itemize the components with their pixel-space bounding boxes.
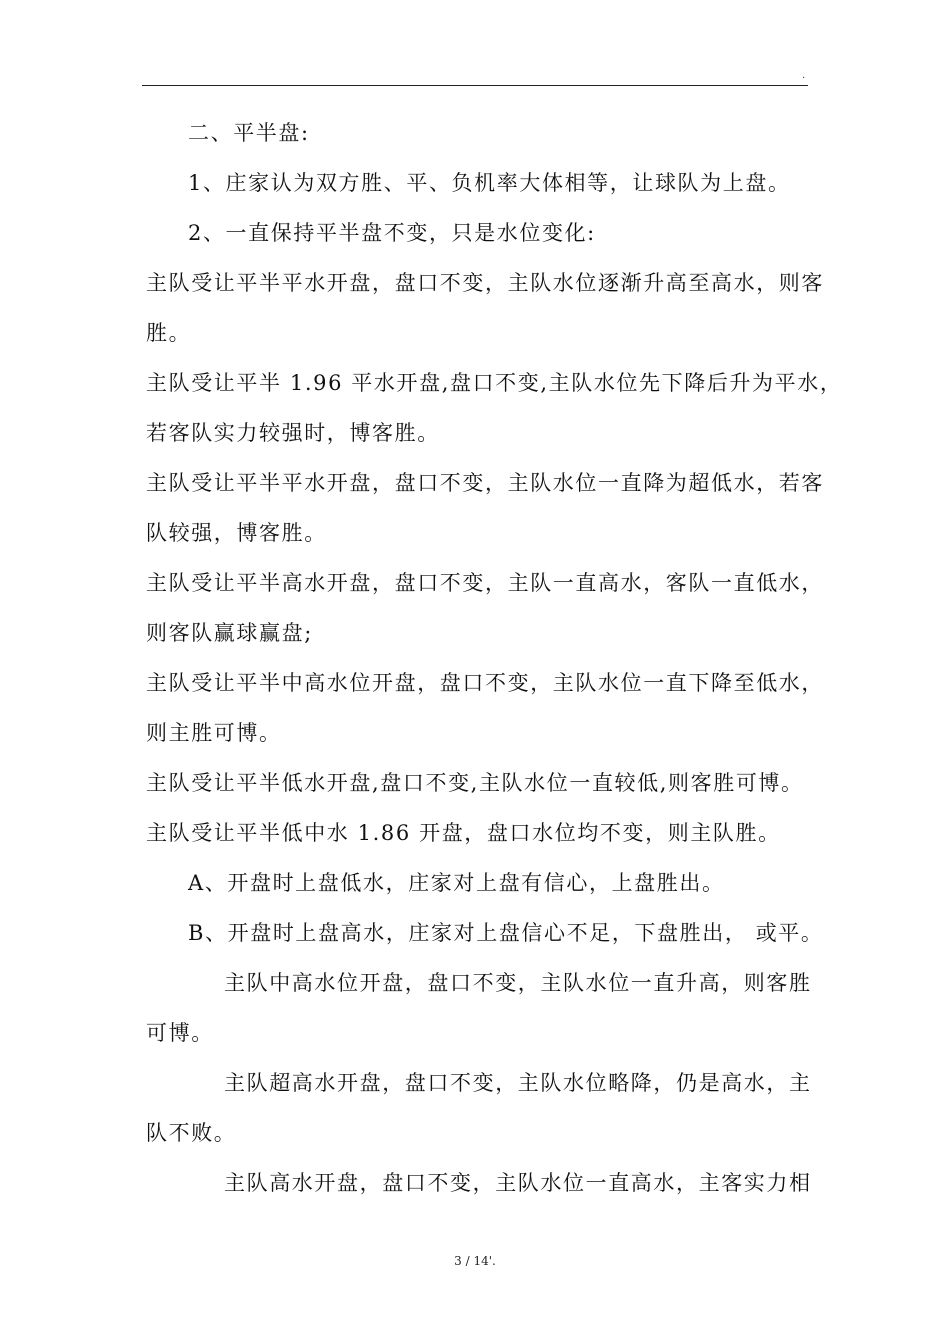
paragraph-line: 主队受让平半平水开盘，盘口不变，主队水位一直降为超低水，若客 bbox=[146, 471, 824, 495]
section-heading: 二、平半盘: bbox=[188, 121, 310, 145]
header-mark: . bbox=[802, 70, 806, 81]
paragraph-line: 主队受让平半 1.96 平水开盘,盘口不变,主队水位先下降后升为平水， bbox=[146, 371, 843, 395]
body-text bbox=[146, 108, 843, 1208]
paragraph-line: 主队受让平半高水开盘，盘口不变，主队一直高水，客队一直低水， bbox=[146, 571, 824, 595]
paragraph-line: 则客队赢球赢盘; bbox=[146, 621, 313, 645]
paragraph-line: 主队受让平半低中水 1.86 开盘，盘口水位均不变，则主队胜。 bbox=[146, 821, 781, 845]
paragraph-line: 主队中高水位开盘，盘口不变，主队水位一直升高，则客胜 bbox=[224, 971, 812, 995]
paragraph-line: 1、庄家认为双方胜、平、负机率大体相等，让球队为上盘。 bbox=[188, 171, 791, 195]
paragraph-line: 主队受让平半平水开盘，盘口不变，主队水位逐渐升高至高水，则客 bbox=[146, 271, 824, 295]
paragraph-line: 可博。 bbox=[146, 1021, 214, 1045]
paragraph-line: 胜。 bbox=[146, 321, 192, 345]
paragraph-line: 主队高水开盘，盘口不变，主队水位一直高水，主客实力相 bbox=[224, 1171, 812, 1195]
paragraph-line: 队不败。 bbox=[146, 1121, 237, 1145]
paragraph-line: 若客队实力较强时，博客胜。 bbox=[146, 421, 440, 445]
header-rule bbox=[142, 85, 808, 86]
paragraph-line: 主队超高水开盘，盘口不变，主队水位略降，仍是高水，主 bbox=[224, 1071, 812, 1095]
page-number: 3 / 14'. bbox=[454, 1254, 496, 1268]
paragraph-line: 队较强，博客胜。 bbox=[146, 521, 327, 545]
paragraph-line: 主队受让平半低水开盘,盘口不变,主队水位一直较低,则客胜可博。 bbox=[146, 771, 804, 795]
paragraph-line: 主队受让平半中高水位开盘，盘口不变，主队水位一直下降至低水， bbox=[146, 671, 824, 695]
paragraph-line: A、开盘时上盘低水，庄家对上盘有信心，上盘胜出。 bbox=[188, 871, 725, 895]
paragraph-line: 则主胜可博。 bbox=[146, 721, 282, 745]
paragraph-line: 2、一直保持平半盘不变，只是水位变化: bbox=[188, 221, 596, 245]
paragraph-line: B、开盘时上盘高水，庄家对上盘信心不足，下盘胜出， 或平。 bbox=[188, 921, 824, 945]
